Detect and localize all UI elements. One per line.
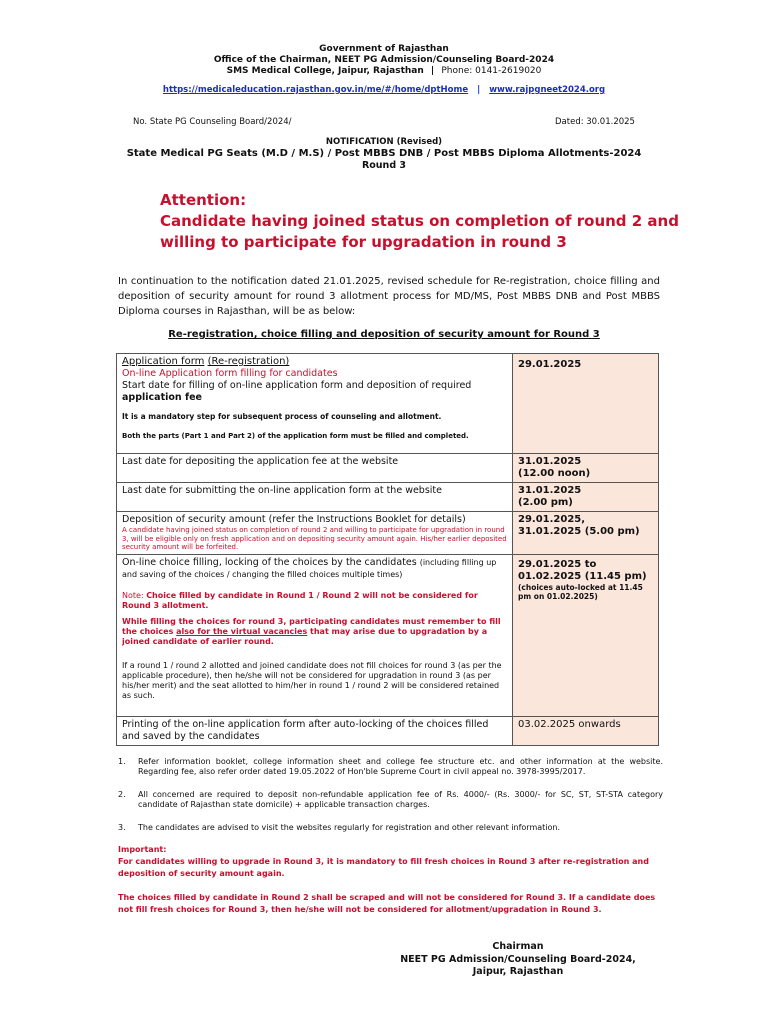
signature-block	[400, 941, 636, 979]
list-item	[118, 823, 663, 833]
row1-line-a: Start date for filling of on-line application form and deposition of required	[122, 380, 472, 391]
header-college-line	[0, 66, 768, 77]
important-block	[118, 844, 658, 928]
link-rajpgneet[interactable]: www.rajpgneet2024.org	[489, 85, 606, 95]
row2-date	[513, 454, 659, 483]
table-row	[117, 512, 659, 555]
intro-paragraph: In continuation to the notification dated 21.01.2025, revised schedule for Re-registration, choice filling and deposition of security amount for round 3 allotment process for MD/MS, Post MBBS DNB and Post MBBS Diploma courses in Rajasthan, will be as below:	[118, 276, 660, 317]
row5-date-1: 29.01.2025 to	[518, 558, 597, 570]
row5-date	[513, 554, 659, 716]
note-2-text: All concerned are required to deposit non-refundable application fee of Rs. 4000/- (Rs. 3000/- for SC, ST, ST-STA category candidate of Rajasthan state domicile) + applicable transaction charges.	[138, 790, 663, 809]
note-2-number: 2.	[118, 790, 126, 799]
row1-title-a: Application form	[122, 356, 205, 367]
schedule-table	[116, 353, 659, 746]
note-1-text: Refer information booklet, college information sheet and college fee structure etc. and other information at the website. Regarding fee, also refer order dated 19.05.2022 of Hon'ble Supreme Court in civil appeal no. 3978-3995/2017.	[138, 757, 663, 776]
row5-while-b: that may arise due to upgradation by a joined candidate of earlier round.	[122, 626, 488, 646]
table-row	[117, 354, 659, 454]
row4-description	[117, 512, 513, 555]
important-para-2: The choices filled by candidate in Round 2 shall be scraped and will not be considered for Round 3. If a candidate does not fill fresh choices for Round 3, then he/she will not be considered for allotment/upgradation in Round 3.	[118, 893, 656, 914]
row3-date-2: (2.00 pm)	[518, 497, 573, 508]
row2-description: Last date for depositing the application fee at the website	[117, 454, 513, 483]
header-college: SMS Medical College, Jaipur, Rajasthan	[226, 66, 424, 76]
notes-list	[118, 757, 663, 846]
signature-place: Jaipur, Rajasthan	[472, 966, 564, 977]
attention-line-1: Candidate having joined status on completion of round 2 and	[160, 212, 679, 230]
row2-date-2: (12.00 noon)	[518, 468, 591, 479]
list-item	[118, 790, 663, 810]
link-separator: |	[477, 85, 481, 95]
header-government: Government of Rajasthan	[319, 44, 449, 54]
attention-heading: Attention:	[160, 191, 247, 209]
row5-note	[122, 591, 507, 611]
table-row	[117, 483, 659, 512]
row2-date-1: 31.01.2025	[518, 456, 582, 467]
attention-block	[160, 190, 680, 253]
row1-line-b: application fee	[122, 392, 202, 403]
attention-line-2: willing to participate for upgradation in round 3	[160, 233, 567, 251]
table-row	[117, 554, 659, 716]
row5-date-2: 01.02.2025 (11.45 pm)	[518, 570, 647, 582]
row4-date-1: 29.01.2025,	[518, 514, 586, 525]
row1-date: 29.01.2025	[513, 354, 659, 454]
notification-label: NOTIFICATION (Revised)	[325, 137, 443, 147]
signature-board: NEET PG Admission/Counseling Board-2024,	[400, 953, 636, 965]
row6-date: 03.02.2025 onwards	[513, 716, 659, 745]
row6-description: Printing of the on-line application form after auto-locking of the choices filled and saved by the candidates	[117, 716, 513, 745]
reference-number: No. State PG Counseling Board/2024/	[133, 117, 292, 127]
row4-date-2: 31.01.2025 (5.00 pm)	[518, 526, 640, 537]
schedule-subheading: Re-registration, choice filling and deposition of security amount for Round 3	[168, 329, 600, 340]
row3-date	[513, 483, 659, 512]
row4-desc-text: Deposition of security amount (refer the Instructions Booklet for details)	[122, 514, 466, 525]
table-row	[117, 454, 659, 483]
important-para-1: For candidates willing to upgrade in Round 3, it is mandatory to fill fresh choices in Round 3 after re-registration and deposition of security amount again.	[118, 857, 649, 878]
row5-note-prefix: Note:	[122, 590, 144, 600]
important-label: Important:	[118, 845, 167, 854]
row1-mandatory: It is a mandatory step for subsequent process of counseling and allotment.	[122, 412, 442, 421]
table-row	[117, 716, 659, 745]
row4-date	[513, 512, 659, 555]
header-office: Office of the Chairman, NEET PG Admission/Counseling Board-2024	[213, 55, 555, 65]
row5-date-3: (choices auto-locked at 11.45 pm on 01.02.2025)	[518, 582, 643, 601]
row3-date-1: 31.01.2025	[518, 485, 582, 496]
row5-desc-line	[122, 557, 507, 581]
row5-desc-small: (including filling up and saving of the choices / changing the filled choices multiple times)	[122, 557, 497, 579]
row4-red-note: A candidate having joined status on completion of round 2 and willing to participate for upgradation in round 3, will be eligible only on fresh application and on depositing security amount again. His/her earlier deposited security amount will be forfeited.	[122, 526, 507, 551]
note-1-number: 1.	[118, 757, 126, 766]
row1-parts: Both the parts (Part 1 and Part 2) of the application form must be filled and completed.	[122, 431, 469, 440]
row5-desc-text: On-line choice filling, locking of the choices by the candidates	[122, 556, 417, 568]
row5-note-bold: Choice filled by candidate in Round 1 / Round 2 will not be considered for Round 3 allotment.	[122, 590, 478, 610]
row3-description: Last date for submitting the on-line application form at the website	[117, 483, 513, 512]
row5-description	[117, 554, 513, 716]
header-phone: Phone: 0141-2619020	[441, 66, 542, 76]
row5-if-para: If a round 1 / round 2 allotted and joined candidate does not fill choices for round 3 (as per the applicable procedure), then he/she will not be considered for upgradation in round 3 (as per his/her merit) and the seat allotted to him/her in round 1 / round 2 will be considered retained as such.	[122, 660, 502, 700]
row5-while-para	[122, 617, 507, 647]
header-links	[0, 85, 768, 95]
note-3-text: The candidates are advised to visit the websites regularly for registration and other relevant information.	[138, 823, 561, 832]
row5-while-a: While filling the choices for round 3, participating candidates must remember to fill the choices	[122, 616, 501, 636]
row1-description	[117, 354, 513, 454]
row1-red-line: On-line Application form filling for candidates	[122, 368, 338, 379]
row1-title-b: (Re-registration)	[207, 356, 290, 367]
row5-while-u: also for the virtual vacancies	[176, 626, 308, 636]
signature-title: Chairman	[492, 941, 544, 952]
notification-title: State Medical PG Seats (M.D / M.S) / Post MBBS DNB / Post MBBS Diploma Allotments-2024	[126, 148, 642, 159]
row1-title	[122, 356, 507, 368]
notification-round: Round 3	[361, 160, 407, 171]
header-separator: |	[430, 66, 435, 76]
list-item	[118, 757, 663, 777]
note-3-number: 3.	[118, 823, 126, 832]
reference-date: Dated: 30.01.2025	[555, 117, 635, 127]
link-medical-education[interactable]: https://medicaleducation.rajasthan.gov.in/me/#/home/dptHome	[162, 85, 469, 95]
